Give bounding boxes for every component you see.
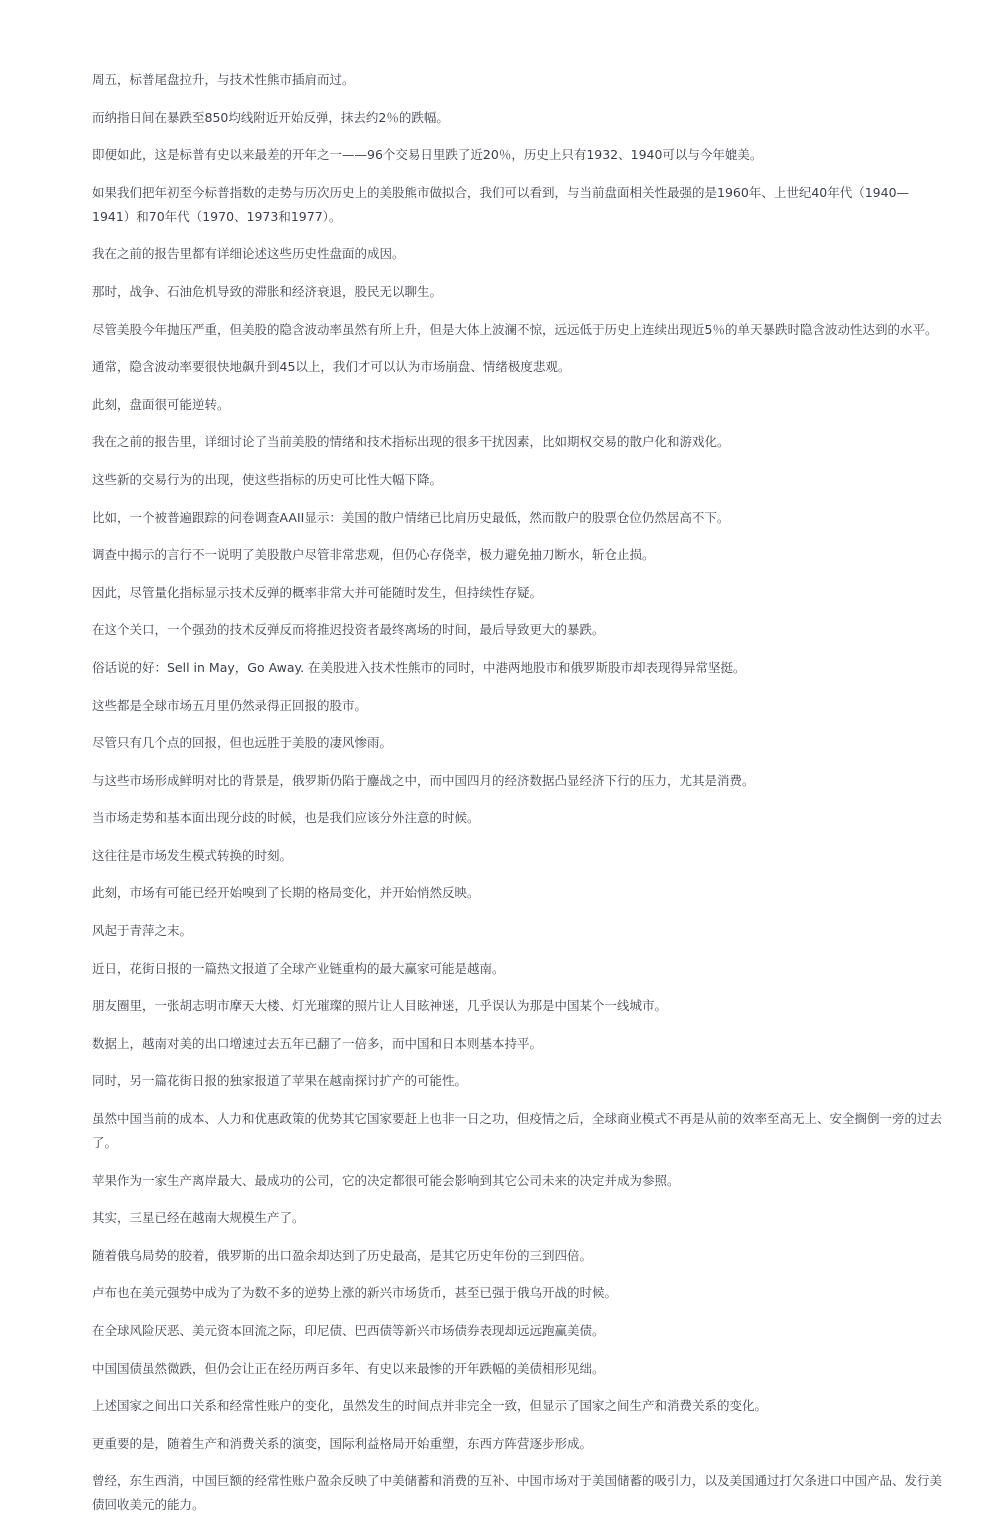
- document-body: [92, 68, 944, 1531]
- paragraph: 在这个关口，一个强劲的技术反弹反而将推迟投资者最终离场的时间，最后导致更大的暴跌。: [92, 622, 605, 638]
- paragraph: 我在之前的报告里，详细讨论了当前美股的情绪和技术指标出现的很多干扰因素，比如期权交易的散户化和游戏化。: [92, 434, 730, 450]
- paragraph: 当市场走势和基本面出现分歧的时候，也是我们应该分外注意的时候。: [92, 810, 480, 826]
- paragraph: 此刻，市场有可能已经开始嗅到了长期的格局变化，并开始悄然反映。: [92, 885, 480, 901]
- paragraph: 尽管美股今年抛压严重，但美股的隐含波动率虽然有所上升，但是大体上波澜不惊，远远低于历史上连续出现近5％的单天暴跌时隐含波动性达到的水平。: [92, 321, 938, 337]
- paragraph: 卢布也在美元强势中成为了为数不多的逆势上涨的新兴市场货币，甚至已强于俄乌开战的时候。: [92, 1285, 618, 1301]
- paragraph: 如果我们把年初至今标普指数的走势与历次历史上的美股熊市做拟合，我们可以看到，与当前盘面相关性最强的是1960年、上世纪40年代（1940—1941）和70年代（1970、1973和1977）。: [92, 184, 910, 224]
- paragraph: 中国国债虽然微跌，但仍会让正在经历两百多年、有史以来最惨的开年跌幅的美债相形见绌。: [92, 1360, 605, 1376]
- paragraph: 俗话说的好：Sell in May，Go Away. 在美股进入技术性熊市的同时，中港两地股市和俄罗斯股市却表现得异常坚挺。: [92, 659, 746, 675]
- paragraph: 通常，隐含波动率要很快地飙升到45以上，我们才可以认为市场崩盘、情绪极度悲观。: [92, 359, 571, 375]
- paragraph: 与这些市场形成鲜明对比的背景是，俄罗斯仍陷于鏖战之中，而中国四月的经济数据凸显经济下行的压力，尤其是消费。: [92, 772, 755, 788]
- paragraph: 虽然中国当前的成本、人力和优惠政策的优势其它国家要赶上也非一日之功，但疫情之后，全球商业模式不再是从前的效率至高无上、安全搁倒一旁的过去了。: [92, 1111, 943, 1151]
- paragraph: 风起于青萍之末。: [92, 923, 193, 939]
- paragraph: 比如，一个被普遍跟踪的问卷调查AAII显示：美国的散户情绪已比肩历史最低，然而散户的股票仓位仍然居高不下。: [92, 509, 730, 525]
- paragraph: 那时，战争、石油危机导致的滞胀和经济衰退，股民无以聊生。: [92, 283, 443, 299]
- paragraph: 上述国家之间出口关系和经常性账户的变化，虽然发生的时间点并非完全一致，但显示了国家之间生产和消费关系的变化。: [92, 1398, 768, 1414]
- paragraph: 苹果作为一家生产离岸最大、最成功的公司，它的决定都很可能会影响到其它公司未来的决定并成为参照。: [92, 1172, 680, 1188]
- paragraph: 周五，标普尾盘拉升，与技术性熊市插肩而过。: [92, 72, 355, 87]
- paragraph: 更重要的是，随着生产和消费关系的演变，国际利益格局开始重塑，东西方阵营逐步形成。: [92, 1435, 593, 1451]
- paragraph: 数据上，越南对美的出口增速过去五年已翻了一倍多，而中国和日本则基本持平。: [92, 1035, 543, 1051]
- paragraph: 同时，另一篇花街日报的独家报道了苹果在越南探讨扩产的可能性。: [92, 1073, 468, 1089]
- paragraph: 此刻，盘面很可能逆转。: [92, 396, 230, 412]
- paragraph: 即便如此，这是标普有史以来最差的开年之一——96个交易日里跌了近20％，历史上只有1932、1940可以与今年媲美。: [92, 147, 763, 163]
- paragraph: 朋友圈里，一张胡志明市摩天大楼、灯光璀璨的照片让人目眩神迷，几乎误认为那是中国某个一线城市。: [92, 998, 668, 1014]
- paragraph: 而纳指日间在暴跌至850均线附近开始反弹，抹去约2％的跌幅。: [92, 109, 449, 125]
- paragraph: 其实，三星已经在越南大规模生产了。: [92, 1210, 305, 1226]
- paragraph: 这往往是市场发生模式转换的时刻。: [92, 847, 293, 863]
- paragraph: 曾经，东生西消，中国巨额的经常性账户盈余反映了中美储蓄和消费的互补、中国市场对于美国储蓄的吸引力，以及美国通过打欠条进口中国产品、发行美债回收美元的能力。: [92, 1473, 943, 1513]
- paragraph: 近日，花街日报的一篇热文报道了全球产业链重构的最大赢家可能是越南。: [92, 960, 505, 976]
- paragraph: 因此，尽管量化指标显示技术反弹的概率非常大并可能随时发生，但持续性存疑。: [92, 584, 543, 600]
- paragraph: 随着俄乌局势的胶着，俄罗斯的出口盈余却达到了历史最高，是其它历史年份的三到四倍。: [92, 1247, 593, 1263]
- paragraph: 尽管只有几个点的回报，但也远胜于美股的凄风惨雨。: [92, 735, 393, 751]
- paragraph: 这些都是全球市场五月里仍然录得正回报的股市。: [92, 697, 368, 713]
- paragraph: 我在之前的报告里都有详细论述这些历史性盘面的成因。: [92, 246, 405, 262]
- paragraph: 在全球风险厌恶、美元资本回流之际，印尼债、巴西债等新兴市场债券表现却远远跑赢美债。: [92, 1323, 605, 1338]
- paragraph: 这些新的交易行为的出现，使这些指标的历史可比性大幅下降。: [92, 471, 443, 487]
- paragraph: 调查中揭示的言行不一说明了美股散户尽管非常悲观，但仍心存侥幸，极力避免抽刀断水，斩仓止损。: [92, 547, 655, 563]
